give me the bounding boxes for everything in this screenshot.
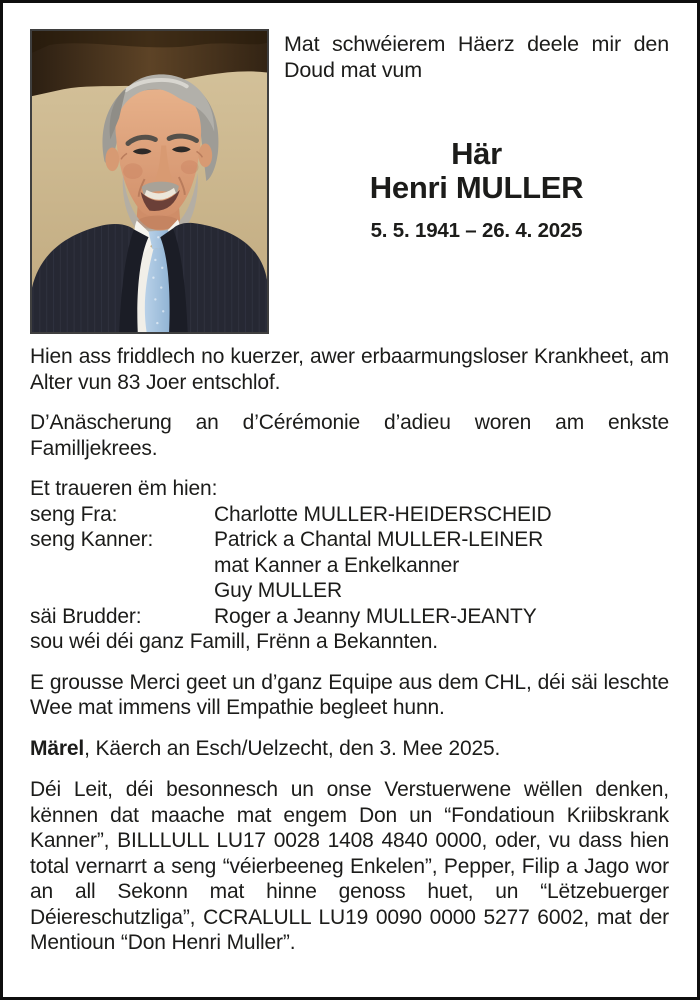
deceased-name: Henri MULLER <box>369 170 584 205</box>
body-text <box>30 344 669 956</box>
closing-line <box>30 736 669 762</box>
mourner-label: seng Kanner: <box>30 528 154 551</box>
mourner-label: säi Brudder: <box>30 604 142 628</box>
salutation: Här <box>451 136 502 171</box>
thanks-paragraph: E grousse Merci geet un d’ganz Equipe aus dem CHL, déi säi leschte Wee mat immens vill Empathie begleet hunn. <box>30 670 669 719</box>
title-block <box>284 137 669 243</box>
death-paragraph: Hien ass friddlech no kuerzer, awer erbaarmungsloser Krankheet, am Alter vun 83 Joer entschlof. <box>30 345 669 394</box>
mourners-footer: sou wéi déi ganz Famill, Frënn a Bekannten. <box>30 630 438 653</box>
intro-text <box>284 32 669 83</box>
closing-place: Märel <box>30 736 85 760</box>
closing-rest: , Käerch an Esch/Uelzecht, den 3. Mee 2025. <box>84 736 501 760</box>
portrait-photo <box>30 29 269 334</box>
life-dates: 5. 5. 1941 – 26. 4. 2025 <box>370 219 583 242</box>
mourners-section <box>30 476 669 655</box>
mourner-names: Charlotte MULLER-HEIDERSCHEID <box>214 502 552 526</box>
mourners-heading: Et traueren ëm hien: <box>30 477 218 500</box>
header-section <box>30 29 669 334</box>
ceremony-paragraph: D’Anäscherung an d’Cérémonie d’adieu woren am enkste Familljekrees. <box>30 411 669 460</box>
mourner-names: Roger a Jeanny MULLER-JEANTY <box>214 604 537 628</box>
mourners-table <box>30 502 669 630</box>
donation-paragraph: Déi Leit, déi besonnesch un onse Verstuerwene wëllen denken, kënnen dat maache mat engem Don un “Fondatioun Kriibskrank Kanner”, BILLLULL LU17 0028 1408 4840 0000, oder, vu dass hien total vernarrt a seng “véierbeeneg Enkelen”, Pepper, Filip a Jago wor an all Sekonn mat hinne genoss huet, un “Lëtzebuerger Déiereschutzliga”, CCRALULL LU19 0090 0000 5277 6002, mat der Mentioun “Don Henri Muller”. <box>30 778 669 954</box>
intro-line: Doud mat vum <box>284 57 423 82</box>
intro-line: Mat schwéierem Häerz deele mir den <box>284 32 669 56</box>
mourner-label: seng Fra: <box>30 502 118 526</box>
mourner-names: Patrick a Chantal MULLER-LEINER mat Kanner a Enkelkanner Guy MULLER <box>214 528 544 602</box>
